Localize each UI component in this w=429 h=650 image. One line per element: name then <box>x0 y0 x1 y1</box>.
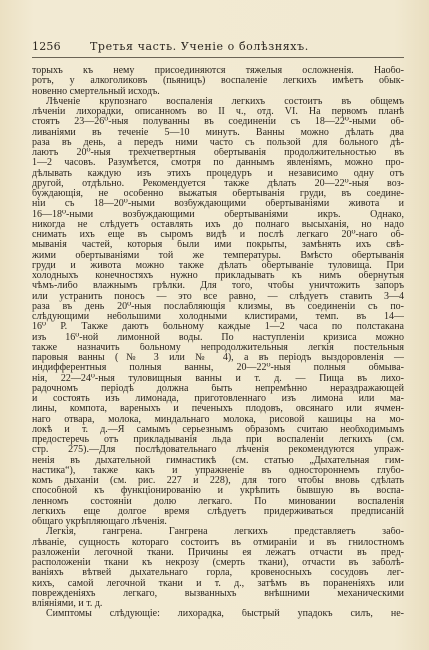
text-line: 1—2 часовъ. Разумѣется, смотря по даннымъ явленіямъ, можно про- <box>32 158 404 169</box>
text-line: наго отвара, молока, миндальнаго молока, рисовой кашицы на мо- <box>32 414 404 425</box>
text-line: ніи съ 18—20⁰-ными возбуждающими обертываніями живота и <box>32 199 404 210</box>
text-line: ленномъ состояніи долю легкаго. По миновании воспаленія <box>32 496 404 507</box>
text-line: Симптомы слѣдующіе: лихорадка, быстрый упадокъ силъ, не- <box>46 609 404 620</box>
text-line: разложеніи легочной ткани. Причины ея лежатъ отчасти въ пред- <box>32 547 404 558</box>
text-line: легкихъ еще долгое время слѣдуетъ придерживаться предписаній <box>32 506 404 517</box>
text-line: ваніяхъ вѣтвей дыхательнаго горла, кровеносныхъ сосудовъ лег- <box>32 568 404 579</box>
text-line: жими обертываніями той же температуры. Вмѣсто обертыванія <box>32 250 404 261</box>
text-line: лѣваніе, сущность котораго состоитъ въ отмираніи и въ гнилостномъ <box>32 537 404 548</box>
text-line: также назначить больному непродолжительныя легкія постельныя <box>32 342 404 353</box>
body-text <box>32 66 404 620</box>
text-line: раза въ день 20⁰-ныя послабляющія клизмы, въ соединеніи съ по- <box>32 301 404 312</box>
text-line: предостеречь отъ прикладыванія льда при воспаленіи легкихъ (см. <box>32 435 404 445</box>
text-line: дѣлывать каждую изъ этихъ процедуръ и независимо одну отъ <box>32 168 404 179</box>
text-line: торыхъ къ нему присоединяются тяжелыя осложненія. Наобо- <box>32 66 404 76</box>
text-line: настика“), также какъ и упражненіе въ односторонне́мъ глубо- <box>32 465 404 476</box>
text-line: другой, отдѣльно. Рекомендуется также дѣлать 20—22⁰-ныя воз- <box>32 178 404 189</box>
text-line: мыванія частей, которыя были ими покрыты, замѣнять ихъ свѣ- <box>32 240 404 251</box>
text-line: стр. 275).—Для послѣдовательнаго лѣченія рекомендуются упраж- <box>32 445 404 456</box>
text-line: кихъ, самой легочной ткани и т. д., затѣмъ въ пораненіяхъ или <box>32 578 404 589</box>
text-line: холодныхъ конечностяхъ нужно прикладывать къ нимъ обернутыя <box>32 271 404 281</box>
text-line: локѣ и т. д.—Я самымъ серьезнымъ образомъ считаю необходимымъ <box>32 424 404 435</box>
text-line: расположеніи ткани къ некрозу (смерть ткани), отчасти въ заболѣ- <box>32 558 404 568</box>
text-line: лаютъ 20⁰-ныя трехчетвертныя обертыванія продолжительностью въ <box>32 148 404 158</box>
text-line: и состоять изъ лимонада, приготовленнаго изъ лимона или ма- <box>32 394 404 404</box>
text-line: радочномъ періодѣ должна быть непремѣнно нераздражающей <box>32 383 404 394</box>
header-rule <box>32 57 404 58</box>
text-line: изъ 16⁰-ной лимонной воды. По наступленіи кризиса можно <box>32 332 404 343</box>
text-line: Лѣченіе крупознаго воспаленія легкихъ состоитъ въ общемъ <box>46 96 404 107</box>
text-line: 16⁰ Р. Также даютъ больному каждые 1—2 часа по полстакана <box>32 322 404 333</box>
page-number: 1256 <box>32 40 61 53</box>
text-line: вліяніями, и т. д. <box>32 599 103 609</box>
text-line: никогда не слѣдуетъ оставлять ихъ до полнаго высыханія, но надо <box>32 219 404 230</box>
text-line: лины, компота, вареныхъ и печеныхъ плодовъ, овсянаго или ячмен- <box>32 404 404 415</box>
text-line: новенно смертельный исходъ. <box>32 86 160 97</box>
text-line: 16—18⁰-ными возбуждающими обертываніями икръ. Однако, <box>32 209 404 220</box>
text-line: Легкія, гангрена. Гангрена легкихъ представляетъ забо- <box>46 527 404 538</box>
text-line: ливаніями въ теченіе 5—10 минутъ. Ванны можно дѣлать два <box>32 127 404 138</box>
text-line: буждающія, не особенно выжатыя обертыванія груди, въ соедине- <box>32 189 404 199</box>
text-line: паровыя ванны (№ 3 или № 4), а въ періодъ выздоровленія — <box>32 353 404 363</box>
text-line: поврежденіяхъ легкаго, вызванныхъ внѣшними механическими <box>32 588 404 599</box>
text-line: снимать ихъ еще въ сыромъ видѣ и послѣ легкаго 20⁰-наго об- <box>32 230 404 240</box>
text-line: лѣченіи лихорадки, описанномъ во II ч., отд. VI. На первомъ планѣ <box>32 107 404 117</box>
text-line: комъ дыханіи (см. рис. 227 и 228), для того чтобы вновь сдѣлать <box>32 476 404 486</box>
text-line: груди и живота можно также дѣлать обертываніе туловища. При <box>32 260 404 271</box>
text-line: ненія въ дыхательной гимнастикѣ (см. статью „Дыхательная гим- <box>32 455 404 466</box>
text-line: слѣдующими небольшими холодными клистирами, темп. въ 14— <box>32 312 404 322</box>
running-head: Третья часть. Ученiе о болѣзняхъ. <box>90 40 309 53</box>
text-line: индифферентныя полныя ванны, 20—22⁰-ныя полныя обмыва- <box>32 363 404 374</box>
text-line: способной къ функціонированію и укрѣпить бывшую въ воспа- <box>32 486 404 497</box>
text-line: общаго укрѣпляющаго лѣченія. <box>32 517 167 527</box>
text-line: или устранить поносъ — это все равно, — слѣдуетъ ставить 3—4 <box>32 291 404 302</box>
text-line: раза въ день, а передъ ними часто съ пользой для больного дѣ- <box>32 137 404 148</box>
text-line: ротъ, у алкоголиковъ (пьяницъ) воспаленіе легкихъ имѣетъ обык- <box>32 76 404 87</box>
text-line: стоятъ 23—26⁰-ныя полуванны въ соединеніи съ 18—22⁰-ными об- <box>32 117 404 128</box>
text-line: нія, 22—24⁰-ныя туловищныя ванны и т. д. — Пища въ лихо- <box>32 373 404 384</box>
text-line: чѣмъ-либо влажнымъ грѣлки. Для того, чтобы уничтожить запоръ <box>32 281 404 292</box>
